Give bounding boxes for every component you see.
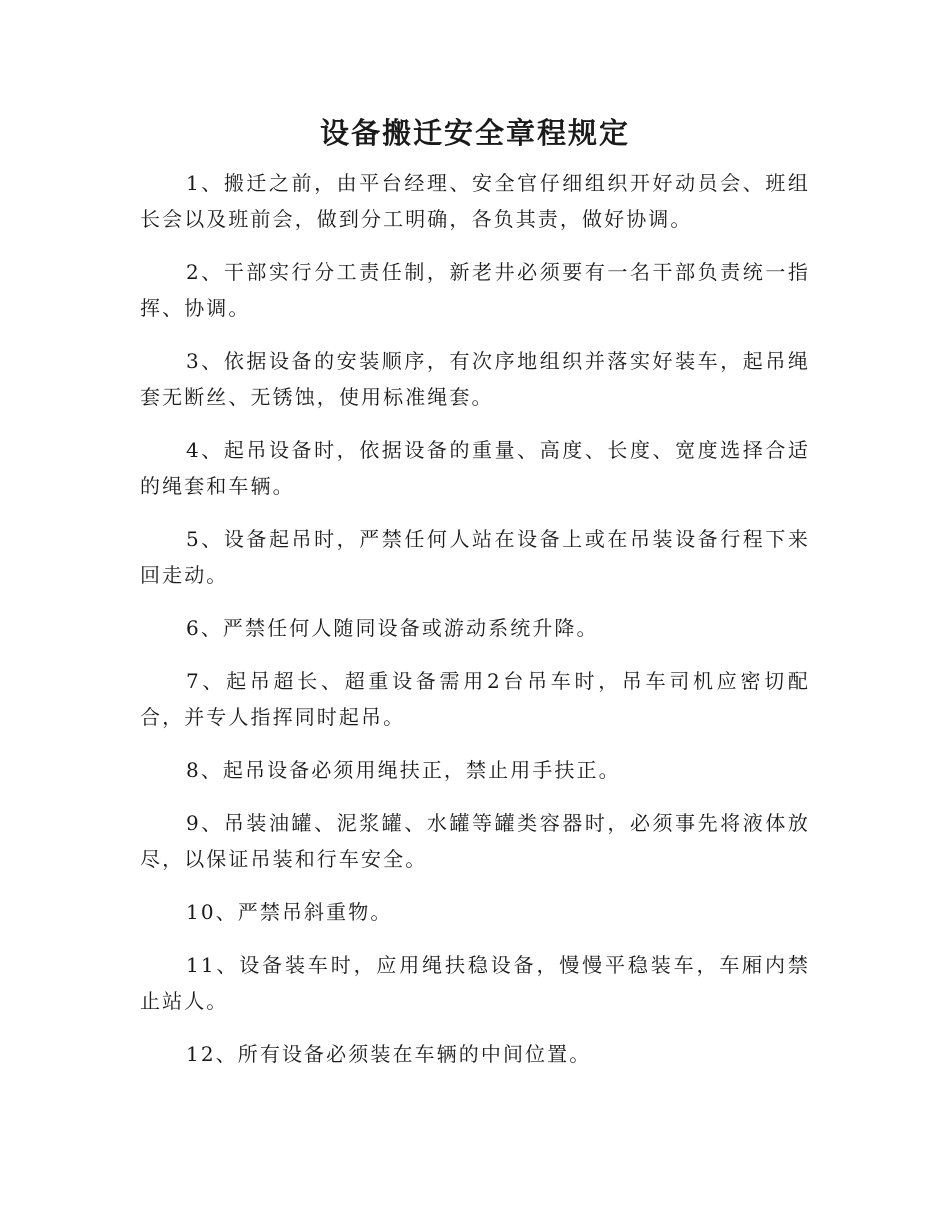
- paragraph-9: 9、吊装油罐、泥浆罐、水罐等罐类容器时，必须事先将液体放尽，以保证吊装和行车安全。: [140, 811, 810, 871]
- paragraph-10: 10、严禁吊斜重物。: [186, 900, 393, 924]
- paragraph-2: 2、干部实行分工责任制，新老井必须要有一名干部负责统一指挥、协调。: [140, 260, 810, 320]
- paragraph-6: 6、严禁任何人随同设备或游动系统升降。: [186, 616, 599, 640]
- document-title: 设备搬迁安全章程规定: [319, 116, 630, 150]
- paragraph-4: 4、起吊设备时，依据设备的重量、高度、长度、宽度选择合适的绳套和车辆。: [140, 438, 810, 498]
- paragraph-5: 5、设备起吊时，严禁任何人站在设备上或在吊装设备行程下来回走动。: [140, 527, 810, 587]
- paragraph-1: 1、搬迁之前，由平台经理、安全官仔细组织开好动员会、班组长会以及班前会，做到分工明确，各负其责，做好协调。: [140, 171, 810, 231]
- paragraph-11: 11、设备装车时，应用绳扶稳设备，慢慢平稳装车，车厢内禁止站人。: [140, 953, 810, 1013]
- paragraph-8: 8、起吊设备必须用绳扶正，禁止用手扶正。: [186, 758, 621, 782]
- paragraph-7: 7、起吊超长、超重设备需用2台吊车时，吊车司机应密切配合，并专人指挥同时起吊。: [140, 669, 810, 729]
- document-body: [140, 165, 810, 1089]
- paragraph-12: 12、所有设备必须装在车辆的中间位置。: [186, 1042, 592, 1066]
- paragraph-3: 3、依据设备的安装顺序，有次序地组织并落实好装车，起吊绳套无断丝、无锈蚀，使用标准绳套。: [140, 349, 810, 409]
